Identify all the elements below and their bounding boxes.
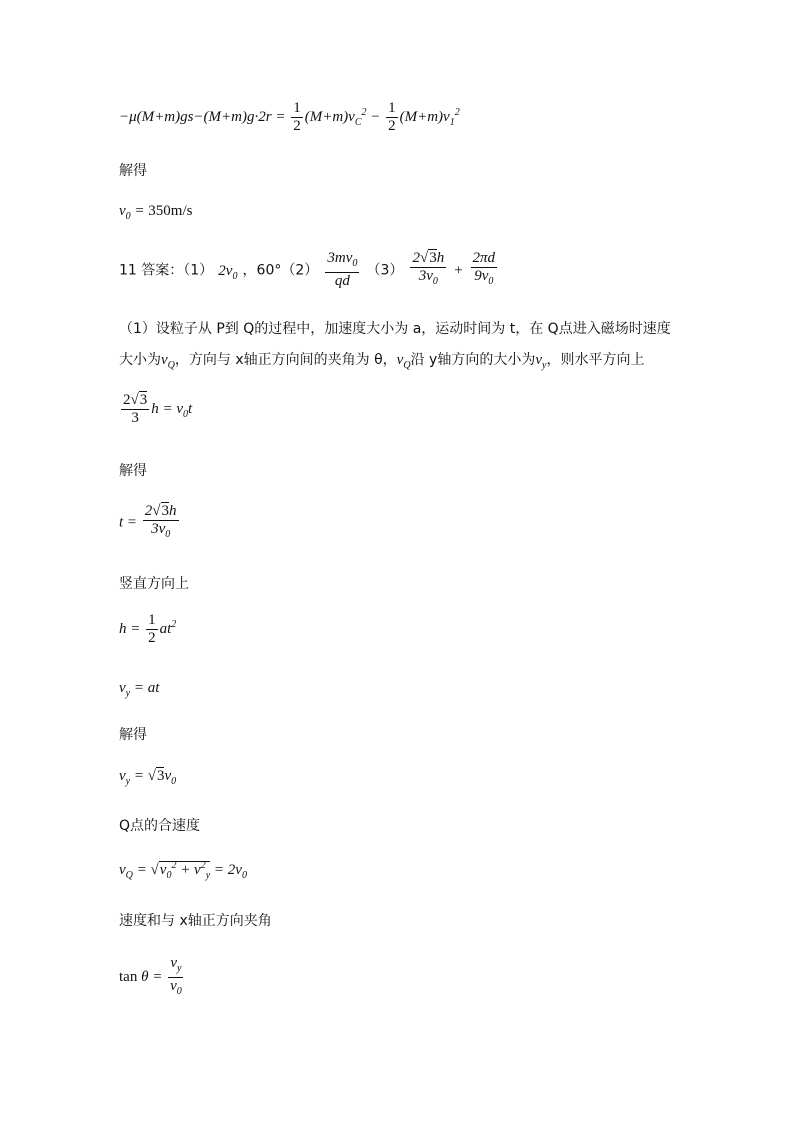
text-angle: 速度和与 x轴正方向夹角: [119, 913, 272, 929]
v0-value: 350m/s: [148, 203, 193, 219]
answer-sep-1: ，60°（2）: [242, 262, 319, 279]
equation-v0-result: $v_0 = 350m/s$: [119, 203, 193, 222]
equation-tan: tan θ = $\frac{v_y}{v_0}$: [119, 955, 182, 997]
paragraph-1-line-2: 大小为$v_Q$，方向与 x轴正方向间的夹角为 θ，$v_Q$沿 y轴方向的大小为$v_y$，则水平方向上: [119, 352, 645, 371]
p1-line2-c: 沿 y轴方向的大小为: [410, 352, 536, 368]
text-jiede-2: 解得: [119, 463, 147, 479]
equation-vy-result: $v_y = √3v_0$: [119, 768, 177, 787]
equation-energy: −μ(M+m)gs−(M+m)g·2r = $\frac{1}{2}$ $(M+m)v_C^2$ − $\frac{1}{2}$ $(M+m)v_1^2$: [119, 100, 460, 134]
paragraph-1-line-1: （1）设粒子从 P到 Q的过程中，加速度大小为 a，运动时间为 t，在 Q点进入磁场时速度: [119, 321, 671, 337]
equation-vq: $v_Q = √v_0^2 + v^2_y = 2v_0$: [119, 860, 247, 881]
q-speed-label: Q点的合速度: [119, 818, 201, 834]
answer-line: 11 答案：（1） $2v_0$ ，60°（2） $\frac{3mv_0}{qd}$ （3） $\frac{2√3h}{3v_0}$ + $\frac{2\pi d}{9v_0}$: [119, 250, 496, 289]
text-q-speed: [119, 815, 200, 835]
text-vertical: 竖直方向上: [119, 576, 189, 592]
answer-label: 11 答案：（1）: [119, 262, 214, 279]
answer-sep-2: （3）: [366, 262, 404, 279]
equation-t: t = $\frac{2√3h}{3v_0}$: [119, 503, 177, 540]
equation-vy-at: $v_y$ = at: [119, 680, 160, 699]
p1-line2-b: ，方向与 x轴正方向间的夹角为 θ，: [174, 352, 397, 368]
text-jiede-1: 解得: [119, 163, 147, 179]
equation-horizontal: $\frac{2√3}{3}$ $h = v_0t$: [123, 392, 193, 426]
text-jiede-3: 解得: [119, 727, 147, 743]
p1-line2-a: 大小为: [119, 352, 161, 368]
equation-h: h = $\frac{1}{2}$ $at^2$: [119, 612, 177, 646]
p1-line2-d: ，则水平方向上: [546, 352, 645, 368]
